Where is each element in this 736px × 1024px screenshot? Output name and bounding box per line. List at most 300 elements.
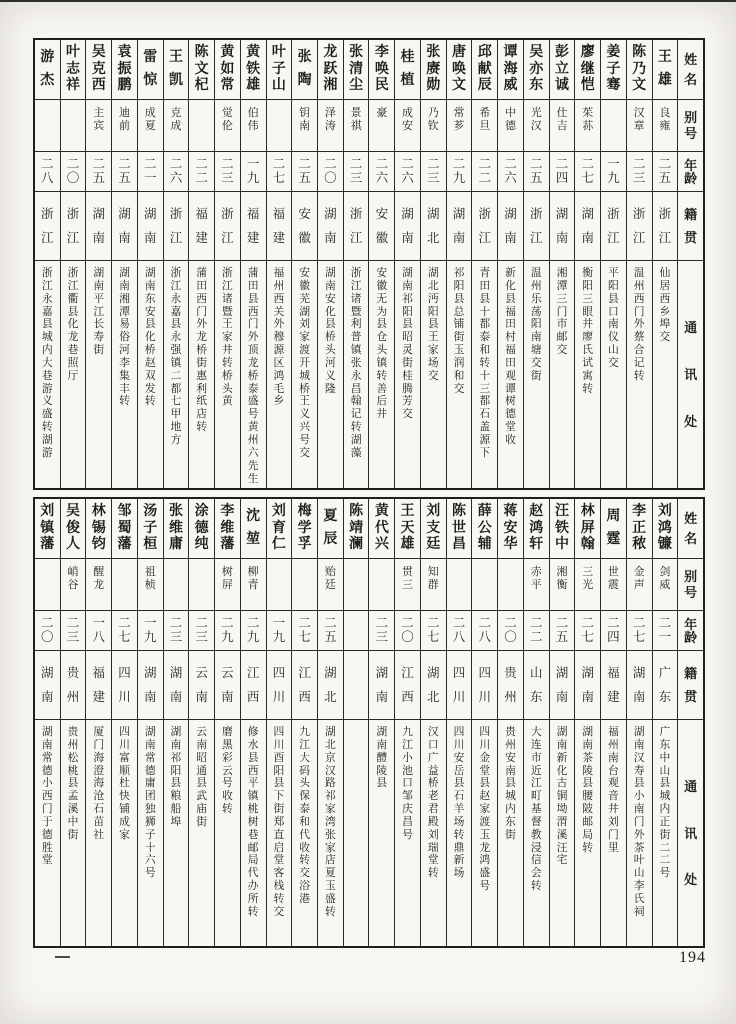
char-glyph: 南	[504, 230, 517, 245]
char-glyph: 吉	[556, 119, 568, 132]
char-glyph: 福	[505, 305, 516, 318]
char-glyph: 广	[659, 726, 671, 738]
char-glyph: 直	[273, 828, 285, 841]
char-glyph: 县	[633, 777, 645, 790]
char-glyph: 义	[299, 408, 311, 421]
char-glyph: 三	[632, 171, 646, 185]
age-cell	[447, 152, 472, 192]
char-glyph: 湖	[41, 666, 54, 680]
char-glyph: 泰	[247, 382, 259, 395]
char-glyph: 兴	[374, 537, 389, 553]
char-glyph: 田	[247, 279, 259, 292]
address-cell	[472, 720, 497, 946]
age-cell	[61, 152, 86, 192]
char-glyph: 交	[608, 356, 619, 369]
char-glyph: 植	[400, 72, 415, 88]
char-glyph: 转	[273, 892, 285, 905]
char-glyph: 交	[530, 356, 542, 369]
person-column	[523, 499, 549, 946]
char-glyph: 南	[530, 331, 542, 344]
char-glyph: 茱	[582, 107, 594, 119]
char-glyph: 乡	[273, 395, 285, 408]
char-glyph: 浙	[41, 207, 54, 221]
native-place-cell	[86, 651, 111, 720]
char-glyph: 三	[582, 292, 594, 305]
char-glyph: 转	[41, 421, 53, 434]
char-glyph: 茶	[582, 751, 594, 764]
char-glyph: 六	[144, 854, 156, 867]
char-glyph: 年	[684, 617, 698, 632]
char-glyph: 交	[273, 905, 285, 918]
char-glyph: 王	[427, 331, 439, 344]
char-glyph: 东	[529, 78, 544, 94]
char-glyph: 支	[426, 520, 441, 536]
char-glyph: 五	[555, 630, 569, 644]
char-glyph: 转	[119, 395, 130, 408]
char-glyph: 州	[273, 279, 285, 292]
age-cell	[138, 152, 163, 192]
byname-cell	[292, 559, 317, 611]
person-column	[35, 499, 60, 946]
char-glyph: 翰	[350, 395, 362, 408]
char-glyph: 叶	[633, 854, 645, 867]
char-glyph: 号	[144, 867, 156, 880]
char-glyph: 寿	[633, 764, 645, 777]
char-glyph: 县	[453, 777, 465, 790]
char-glyph: 常	[41, 751, 53, 764]
char-glyph: 江	[169, 230, 183, 245]
age-cell	[601, 152, 626, 192]
char-glyph: 江	[41, 279, 53, 292]
char-glyph: 二	[221, 156, 234, 171]
char-glyph: 湖	[555, 666, 569, 680]
char-glyph: 邹	[402, 790, 413, 803]
char-glyph: 小	[633, 790, 645, 803]
char-glyph: 交	[299, 446, 311, 459]
char-glyph: 昌	[402, 815, 413, 828]
char-glyph: 外	[196, 318, 208, 331]
char-glyph: 杰	[40, 72, 55, 88]
char-glyph: 勋	[426, 78, 441, 94]
char-glyph: 藩	[40, 537, 55, 553]
char-glyph: 阳	[170, 764, 182, 777]
char-glyph: 口	[608, 305, 619, 318]
person-column	[652, 40, 678, 488]
char-glyph: 湖	[427, 666, 440, 680]
char-glyph: 二	[427, 156, 440, 171]
char-glyph: 四	[452, 666, 466, 680]
char-glyph: 寿	[93, 331, 105, 344]
char-glyph: 仙	[659, 267, 671, 279]
char-glyph: 八	[452, 630, 466, 644]
char-glyph: 门	[556, 305, 568, 318]
byname-cell	[550, 100, 575, 152]
char-glyph: 南	[144, 279, 156, 292]
char-glyph: 南	[169, 689, 183, 704]
byname-cell	[550, 559, 575, 611]
char-glyph: 浴	[299, 880, 311, 893]
name-cell	[601, 40, 626, 100]
char-glyph: 凯	[168, 72, 183, 88]
header-native-place	[678, 651, 703, 720]
char-glyph: 阳	[273, 764, 285, 777]
age-cell	[421, 611, 446, 651]
name-cell	[627, 499, 652, 559]
native-place-cell	[524, 192, 549, 261]
char-glyph: 隆	[324, 382, 336, 395]
char-glyph: 家	[324, 841, 336, 854]
char-glyph: 宅	[556, 854, 568, 867]
char-glyph: 叶	[66, 44, 80, 60]
char-glyph: 田	[196, 279, 208, 292]
char-glyph: 湖	[427, 207, 440, 221]
char-glyph: 浙	[478, 207, 492, 221]
char-glyph: 办	[247, 880, 259, 893]
address-cell	[292, 261, 317, 488]
char-glyph: 豪	[376, 107, 388, 119]
char-glyph: 县	[402, 318, 413, 331]
char-glyph: 转	[222, 803, 233, 816]
native-place-cell	[575, 192, 600, 261]
char-glyph: 诸	[222, 292, 233, 305]
char-glyph: 庸	[168, 537, 183, 553]
byname-cell	[653, 100, 678, 152]
char-glyph: 桥	[144, 344, 156, 357]
char-glyph: 武	[196, 790, 208, 803]
person-column	[60, 499, 86, 946]
name-cell	[189, 499, 214, 559]
char-glyph: 镇	[247, 790, 259, 803]
native-place-cell	[447, 192, 472, 261]
char-glyph: 门	[608, 828, 619, 841]
char-glyph: 县	[505, 777, 516, 790]
person-column	[163, 499, 189, 946]
char-glyph: 文	[452, 78, 467, 94]
char-glyph: 乐	[530, 292, 542, 305]
char-glyph: 叶	[271, 44, 286, 60]
char-glyph: 建	[92, 689, 105, 704]
char-glyph: 桥	[299, 382, 311, 395]
char-glyph: 潭	[556, 279, 568, 292]
char-glyph: 福	[246, 207, 260, 221]
char-glyph: 广	[427, 751, 439, 764]
char-glyph: 号	[684, 126, 698, 142]
person-column	[497, 499, 523, 946]
byname-cell	[344, 100, 369, 152]
char-glyph: 代	[374, 520, 389, 536]
char-glyph: 龙	[67, 331, 79, 344]
char-glyph: 二	[632, 156, 646, 171]
char-glyph: 江	[93, 305, 105, 318]
char-glyph: 井	[582, 318, 594, 331]
char-glyph: 县	[67, 305, 79, 318]
char-glyph: 廖	[580, 44, 595, 60]
native-place-cell	[601, 192, 626, 261]
char-glyph: 城	[659, 790, 671, 803]
char-glyph: 易	[119, 318, 130, 331]
person-column	[137, 499, 163, 946]
char-glyph: 湖	[504, 207, 517, 221]
char-glyph: 平	[608, 267, 619, 279]
char-glyph: 湖	[324, 207, 337, 221]
name-cell	[267, 40, 292, 100]
char-glyph: 祁	[453, 267, 465, 279]
char-glyph: 盖	[479, 421, 491, 434]
char-glyph: 桥	[427, 777, 439, 790]
char-glyph: 湖	[427, 267, 439, 279]
char-glyph: 伟	[247, 119, 259, 132]
char-glyph: 县	[582, 777, 594, 790]
char-glyph: 福	[273, 267, 285, 279]
char-glyph: 南	[170, 738, 182, 751]
char-glyph: 陵	[582, 764, 594, 777]
char-glyph: 盛	[324, 892, 336, 905]
char-glyph: 湖	[93, 267, 105, 279]
char-glyph: 交	[427, 369, 439, 382]
char-glyph: 家	[479, 803, 491, 816]
char-glyph: 五	[324, 630, 337, 644]
age-cell	[35, 611, 60, 651]
char-glyph: 教	[530, 828, 542, 841]
char-glyph: 继	[580, 61, 595, 77]
char-glyph: 辰	[477, 78, 492, 94]
char-glyph: 田	[505, 356, 516, 369]
char-glyph: 钧	[91, 537, 106, 553]
name-cell	[292, 499, 317, 559]
char-glyph: 盛	[41, 408, 53, 421]
char-glyph: 外	[273, 318, 285, 331]
char-glyph: 区	[273, 356, 285, 369]
address-cell	[61, 720, 86, 946]
native-place-cell	[601, 651, 626, 720]
char-glyph: 南	[375, 689, 389, 704]
char-glyph: 江	[632, 230, 646, 245]
person-column	[85, 40, 111, 488]
char-glyph: 门	[196, 305, 208, 318]
address-cell	[653, 720, 678, 946]
char-glyph: 转	[530, 880, 542, 893]
char-glyph: 树	[221, 566, 233, 578]
native-place-cell	[61, 651, 86, 720]
char-glyph: 北	[324, 689, 337, 704]
char-glyph: 中	[554, 537, 569, 553]
native-place-cell	[189, 651, 214, 720]
char-glyph: 都	[479, 318, 491, 331]
char-glyph: 轩	[529, 537, 544, 553]
char-glyph: 鸿	[273, 369, 285, 382]
char-glyph: 陂	[582, 803, 594, 816]
char-glyph: 船	[170, 803, 182, 816]
char-glyph: 浙	[66, 207, 80, 221]
char-glyph: 江	[41, 230, 54, 245]
char-glyph: 田	[505, 318, 516, 331]
address-cell	[189, 720, 214, 946]
char-glyph: 城	[505, 790, 516, 803]
char-glyph: 二	[349, 156, 363, 171]
char-glyph: 藩	[117, 537, 132, 553]
person-column	[471, 40, 497, 488]
char-glyph: 林	[91, 503, 106, 519]
address-cell	[292, 720, 317, 946]
char-glyph: 衡	[556, 578, 568, 591]
char-glyph: 二	[272, 156, 286, 171]
char-glyph: 姜	[606, 44, 621, 60]
char-glyph: 州	[247, 433, 259, 446]
char-glyph: 居	[659, 279, 671, 292]
address-cell	[35, 720, 60, 946]
char-glyph: 山	[271, 78, 286, 94]
char-glyph: 彩	[222, 751, 233, 764]
person-column	[291, 499, 317, 946]
char-glyph: 湖	[350, 433, 362, 446]
person-column	[163, 40, 189, 488]
char-glyph: 湖	[401, 207, 414, 221]
name-cell	[421, 499, 446, 559]
char-glyph: 仪	[608, 331, 619, 344]
char-glyph: 袁	[117, 44, 132, 60]
char-glyph: 州	[504, 689, 517, 704]
char-glyph: 希	[479, 107, 491, 119]
char-glyph: 名	[684, 71, 698, 87]
person-column	[549, 499, 575, 946]
char-glyph: 转	[633, 369, 645, 382]
char-glyph: 二	[66, 615, 80, 630]
char-glyph: 二	[452, 615, 466, 630]
header-address	[678, 261, 703, 488]
char-glyph: 澜	[349, 537, 364, 553]
char-glyph: 祠	[633, 905, 645, 918]
char-glyph: 河	[119, 344, 130, 357]
char-glyph: 恺	[580, 78, 595, 94]
address-cell	[318, 261, 343, 488]
char-glyph: 吴	[529, 44, 544, 60]
char-glyph: 〇	[66, 171, 80, 185]
char-glyph: 荪	[582, 119, 594, 132]
native-place-cell	[498, 192, 523, 261]
char-glyph: 四	[453, 726, 465, 738]
char-glyph: 南	[93, 279, 105, 292]
char-glyph: 西	[246, 689, 260, 704]
char-glyph: 衢	[67, 292, 79, 305]
name-cell	[164, 40, 189, 100]
char-glyph: 子	[143, 520, 158, 536]
char-glyph: 城	[299, 369, 311, 382]
address-cell	[318, 720, 343, 946]
char-glyph: 安	[402, 119, 414, 132]
char-glyph: 益	[427, 764, 439, 777]
char-glyph: 七	[581, 630, 594, 644]
char-glyph: 玉	[453, 344, 465, 357]
char-glyph: 七	[118, 630, 131, 644]
char-glyph: 沈	[246, 509, 261, 525]
name-cell	[189, 40, 214, 100]
char-glyph: 川	[452, 689, 466, 704]
byname-cell	[369, 559, 394, 611]
char-glyph: 湘	[556, 566, 568, 578]
char-glyph: 口	[427, 738, 439, 751]
char-glyph: 二	[478, 615, 492, 630]
char-glyph: 南	[556, 738, 568, 751]
char-glyph: 三	[479, 382, 491, 395]
char-glyph: 山	[659, 764, 671, 777]
char-glyph: 塘	[530, 344, 542, 357]
char-glyph: 成	[170, 119, 182, 132]
address-cell	[575, 720, 600, 946]
name-cell	[369, 499, 394, 559]
char-glyph: 南	[195, 689, 208, 704]
char-glyph: 里	[608, 841, 619, 854]
char-glyph: 南	[582, 738, 594, 751]
char-glyph: 湖	[144, 267, 156, 279]
char-glyph: 富	[119, 751, 130, 764]
char-glyph: 三	[375, 630, 389, 644]
char-glyph: 湖	[581, 666, 594, 680]
char-glyph: 试	[582, 356, 594, 369]
byname-cell	[215, 100, 240, 152]
char-glyph: 阳	[427, 305, 439, 318]
char-glyph: 田	[479, 279, 491, 292]
age-cell	[524, 611, 549, 651]
person-column	[600, 40, 626, 488]
byname-cell	[164, 559, 189, 611]
native-place-cell	[35, 651, 60, 720]
char-glyph: 二	[324, 615, 337, 630]
char-glyph: 收	[299, 841, 311, 854]
char-glyph: 二	[659, 854, 671, 867]
char-glyph: 祁	[324, 790, 336, 803]
roster-table-top	[33, 38, 705, 490]
char-glyph: 西	[633, 292, 645, 305]
char-glyph: 州	[66, 689, 80, 704]
char-glyph: 家	[222, 331, 233, 344]
name-cell	[61, 40, 86, 100]
char-glyph: 中	[504, 107, 516, 119]
char-glyph: 县	[479, 777, 491, 790]
char-glyph: 处	[684, 414, 698, 429]
char-glyph: 德	[41, 828, 53, 841]
char-glyph: 陈	[452, 503, 467, 519]
char-glyph: 南	[402, 279, 413, 292]
char-glyph: 粮	[170, 790, 182, 803]
char-glyph: 转	[582, 841, 594, 854]
native-place-cell	[653, 192, 678, 261]
person-column	[626, 499, 652, 946]
char-glyph: 涛	[324, 119, 336, 132]
name-cell	[35, 499, 60, 559]
person-column	[214, 40, 240, 488]
char-glyph: 李	[220, 503, 235, 519]
char-glyph: 子	[606, 61, 621, 77]
char-glyph: 和	[299, 815, 311, 828]
char-glyph: 内	[505, 803, 516, 816]
char-glyph: 西	[298, 689, 311, 704]
address-cell	[653, 261, 678, 488]
address-cell	[138, 720, 163, 946]
char-glyph: 永	[170, 331, 182, 344]
char-glyph: 永	[350, 369, 362, 382]
char-glyph: 南	[92, 230, 105, 245]
char-glyph: 讯	[684, 825, 698, 841]
char-glyph: 浙	[170, 267, 182, 279]
byname-cell	[138, 100, 163, 152]
char-glyph: 河	[324, 356, 336, 369]
age-cell	[472, 611, 497, 651]
char-glyph: 利	[350, 318, 362, 331]
char-glyph: 转	[144, 395, 156, 408]
char-glyph: 薛	[477, 503, 492, 519]
char-glyph: 殿	[427, 815, 439, 828]
char-glyph: 六	[401, 171, 414, 185]
